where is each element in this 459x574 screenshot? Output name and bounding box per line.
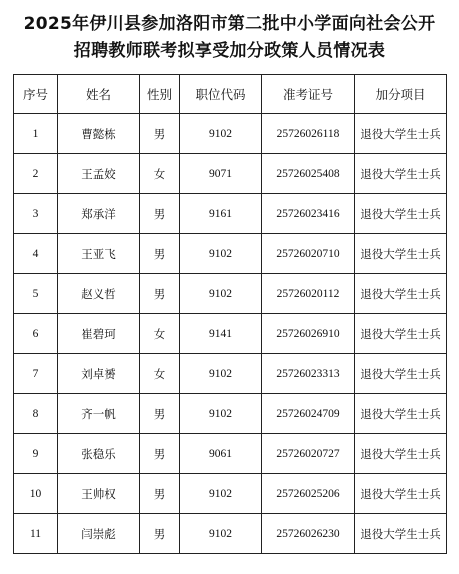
cell-position-code: 9071 [180, 154, 262, 194]
cell-bonus: 退役大学生士兵 [355, 194, 447, 234]
cell-name: 曹懿栋 [58, 114, 140, 154]
document-title-line-1: 2025年伊川县参加洛阳市第二批中小学面向社会公开 [23, 14, 436, 34]
cell-gender: 男 [140, 514, 180, 554]
cell-bonus: 退役大学生士兵 [355, 474, 447, 514]
cell-position-code: 9102 [180, 114, 262, 154]
document-title-line-2: 招聘教师联考拟享受加分政策人员情况表 [73, 41, 386, 61]
cell-exam-id: 25726026118 [262, 114, 355, 154]
column-header-gender: 性别 [140, 75, 180, 114]
cell-gender: 男 [140, 474, 180, 514]
table-row [14, 514, 447, 554]
table-row [14, 154, 447, 194]
cell-position-code: 9102 [180, 274, 262, 314]
cell-exam-id: 25726025206 [262, 474, 355, 514]
cell-seq: 8 [14, 394, 58, 434]
cell-position-code: 9102 [180, 394, 262, 434]
column-header-exam-id: 准考证号 [262, 75, 355, 114]
cell-gender: 女 [140, 314, 180, 354]
cell-exam-id: 25726023416 [262, 194, 355, 234]
cell-name: 王孟姣 [58, 154, 140, 194]
column-header-name: 姓名 [58, 75, 140, 114]
cell-position-code: 9102 [180, 234, 262, 274]
cell-seq: 7 [14, 354, 58, 394]
table-row [14, 394, 447, 434]
cell-position-code: 9102 [180, 474, 262, 514]
cell-bonus: 退役大学生士兵 [355, 354, 447, 394]
cell-exam-id: 25726020710 [262, 234, 355, 274]
cell-position-code: 9161 [180, 194, 262, 234]
cell-exam-id: 25726020727 [262, 434, 355, 474]
cell-name: 刘卓赟 [58, 354, 140, 394]
cell-name: 郑承洋 [58, 194, 140, 234]
table-row [14, 114, 447, 154]
cell-exam-id: 25726024709 [262, 394, 355, 434]
cell-position-code: 9061 [180, 434, 262, 474]
table-row [14, 274, 447, 314]
cell-name: 王帅权 [58, 474, 140, 514]
cell-seq: 6 [14, 314, 58, 354]
cell-gender: 男 [140, 194, 180, 234]
bonus-points-table [13, 74, 447, 554]
table-row [14, 194, 447, 234]
cell-bonus: 退役大学生士兵 [355, 394, 447, 434]
cell-bonus: 退役大学生士兵 [355, 154, 447, 194]
cell-exam-id: 25726025408 [262, 154, 355, 194]
cell-gender: 女 [140, 154, 180, 194]
cell-seq: 2 [14, 154, 58, 194]
table-row [14, 434, 447, 474]
cell-name: 赵义哲 [58, 274, 140, 314]
table-row [14, 234, 447, 274]
cell-gender: 男 [140, 234, 180, 274]
column-header-position-code: 职位代码 [180, 75, 262, 114]
cell-seq: 3 [14, 194, 58, 234]
cell-seq: 5 [14, 274, 58, 314]
cell-name: 闫崇彪 [58, 514, 140, 554]
cell-position-code: 9102 [180, 354, 262, 394]
cell-seq: 9 [14, 434, 58, 474]
column-header-bonus: 加分项目 [355, 75, 447, 114]
cell-bonus: 退役大学生士兵 [355, 114, 447, 154]
table-header-row [14, 75, 447, 114]
cell-seq: 1 [14, 114, 58, 154]
table-row [14, 354, 447, 394]
cell-gender: 男 [140, 394, 180, 434]
cell-bonus: 退役大学生士兵 [355, 274, 447, 314]
table-row [14, 314, 447, 354]
column-header-seq: 序号 [14, 75, 58, 114]
table-row [14, 474, 447, 514]
cell-exam-id: 25726026230 [262, 514, 355, 554]
cell-name: 齐一帆 [58, 394, 140, 434]
cell-position-code: 9141 [180, 314, 262, 354]
cell-bonus: 退役大学生士兵 [355, 314, 447, 354]
cell-gender: 男 [140, 434, 180, 474]
cell-bonus: 退役大学生士兵 [355, 514, 447, 554]
cell-position-code: 9102 [180, 514, 262, 554]
cell-gender: 男 [140, 114, 180, 154]
cell-exam-id: 25726020112 [262, 274, 355, 314]
cell-exam-id: 25726026910 [262, 314, 355, 354]
cell-seq: 10 [14, 474, 58, 514]
cell-seq: 11 [14, 514, 58, 554]
cell-name: 崔碧珂 [58, 314, 140, 354]
cell-exam-id: 25726023313 [262, 354, 355, 394]
cell-bonus: 退役大学生士兵 [355, 434, 447, 474]
cell-bonus: 退役大学生士兵 [355, 234, 447, 274]
cell-seq: 4 [14, 234, 58, 274]
cell-gender: 男 [140, 274, 180, 314]
cell-gender: 女 [140, 354, 180, 394]
cell-name: 王亚飞 [58, 234, 140, 274]
cell-name: 张稳乐 [58, 434, 140, 474]
